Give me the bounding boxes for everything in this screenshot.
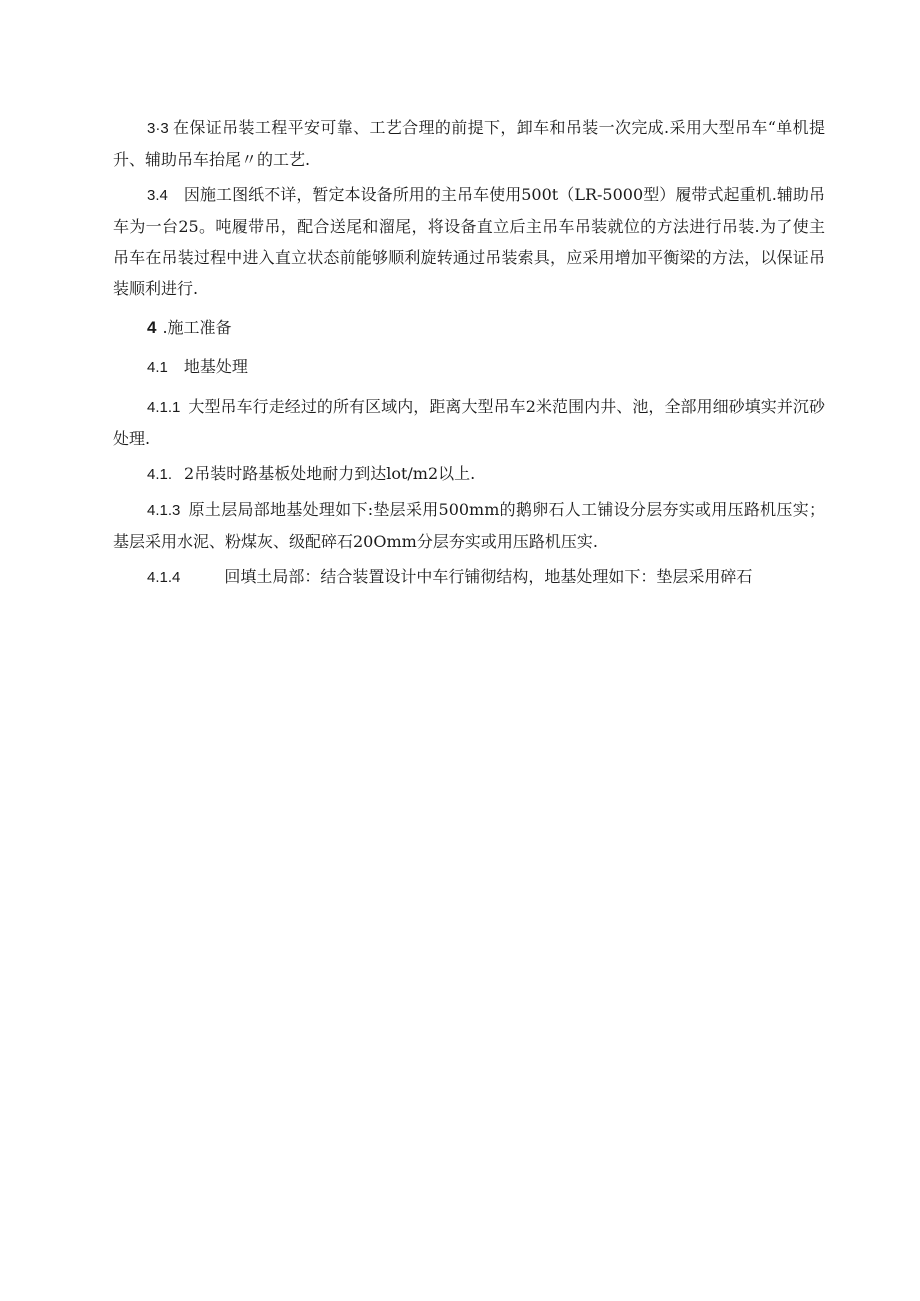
paragraph-3-3 bbox=[113, 112, 825, 175]
paragraph-text: 地基处理 bbox=[183, 357, 248, 376]
paragraph-text: 2吊装时路基板处地耐力到达lot∕m2以上. bbox=[184, 464, 476, 483]
paragraph-4-1-2 bbox=[113, 458, 825, 490]
paragraph-4-1-3 bbox=[113, 494, 825, 557]
paragraph-number: 3.4 bbox=[147, 187, 168, 204]
paragraph-3-4 bbox=[113, 179, 825, 304]
paragraph-text: 回填土局部：结合装置设计中车行铺彻结构，地基处理如下：垫层采用碎石 bbox=[224, 567, 753, 586]
paragraph-number: 4.1.1 bbox=[147, 399, 181, 416]
document-body bbox=[113, 112, 825, 593]
section-title: .施工准备 bbox=[162, 318, 232, 337]
section-number: 4 bbox=[147, 318, 157, 337]
paragraph-number: 4.1 bbox=[147, 359, 168, 376]
paragraph-number: 3·3 bbox=[147, 120, 169, 137]
paragraph-4-1-1 bbox=[113, 391, 825, 454]
section-heading-4 bbox=[113, 312, 825, 343]
paragraph-text: 在保证吊装工程平安可靠、工艺合理的前提下，卸车和吊装一次完成.采用大型吊车“单机提升、辅助吊车抬尾〃的工艺. bbox=[113, 118, 825, 169]
paragraph-text: 大型吊车行走经过的所有区域内，距离大型吊车2米范围内井、池，全部用细砂填实并沉砂处理. bbox=[113, 397, 825, 448]
paragraph-4-1 bbox=[113, 351, 825, 383]
paragraph-number: 4.1. bbox=[147, 466, 173, 483]
paragraph-number: 4.1.3 bbox=[147, 502, 181, 519]
paragraph-number: 4.1.4 bbox=[147, 569, 181, 586]
paragraph-text: 因施工图纸不详，暂定本设备所用的主吊车使用500t（LR-5000型）履带式起重机.辅助吊车为一台25。吨履带吊，配合送尾和溜尾，将设备直立后主吊车吊装就位的方法进行吊装.为了使主吊车在吊装过程中进入直立状态前能够顺利旋转通过吊装索具，应采用增加平衡梁的方法，以保证吊装顺利进行. bbox=[113, 185, 825, 298]
paragraph-4-1-4 bbox=[113, 561, 825, 593]
paragraph-text: 原土层局部地基处理如下:垫层采用500mm的鹅卵石人工铺设分层夯实或用压路机压实；基层采用水泥、粉煤灰、级配碎石20Omm分层夯实或用压路机压实. bbox=[113, 500, 825, 551]
